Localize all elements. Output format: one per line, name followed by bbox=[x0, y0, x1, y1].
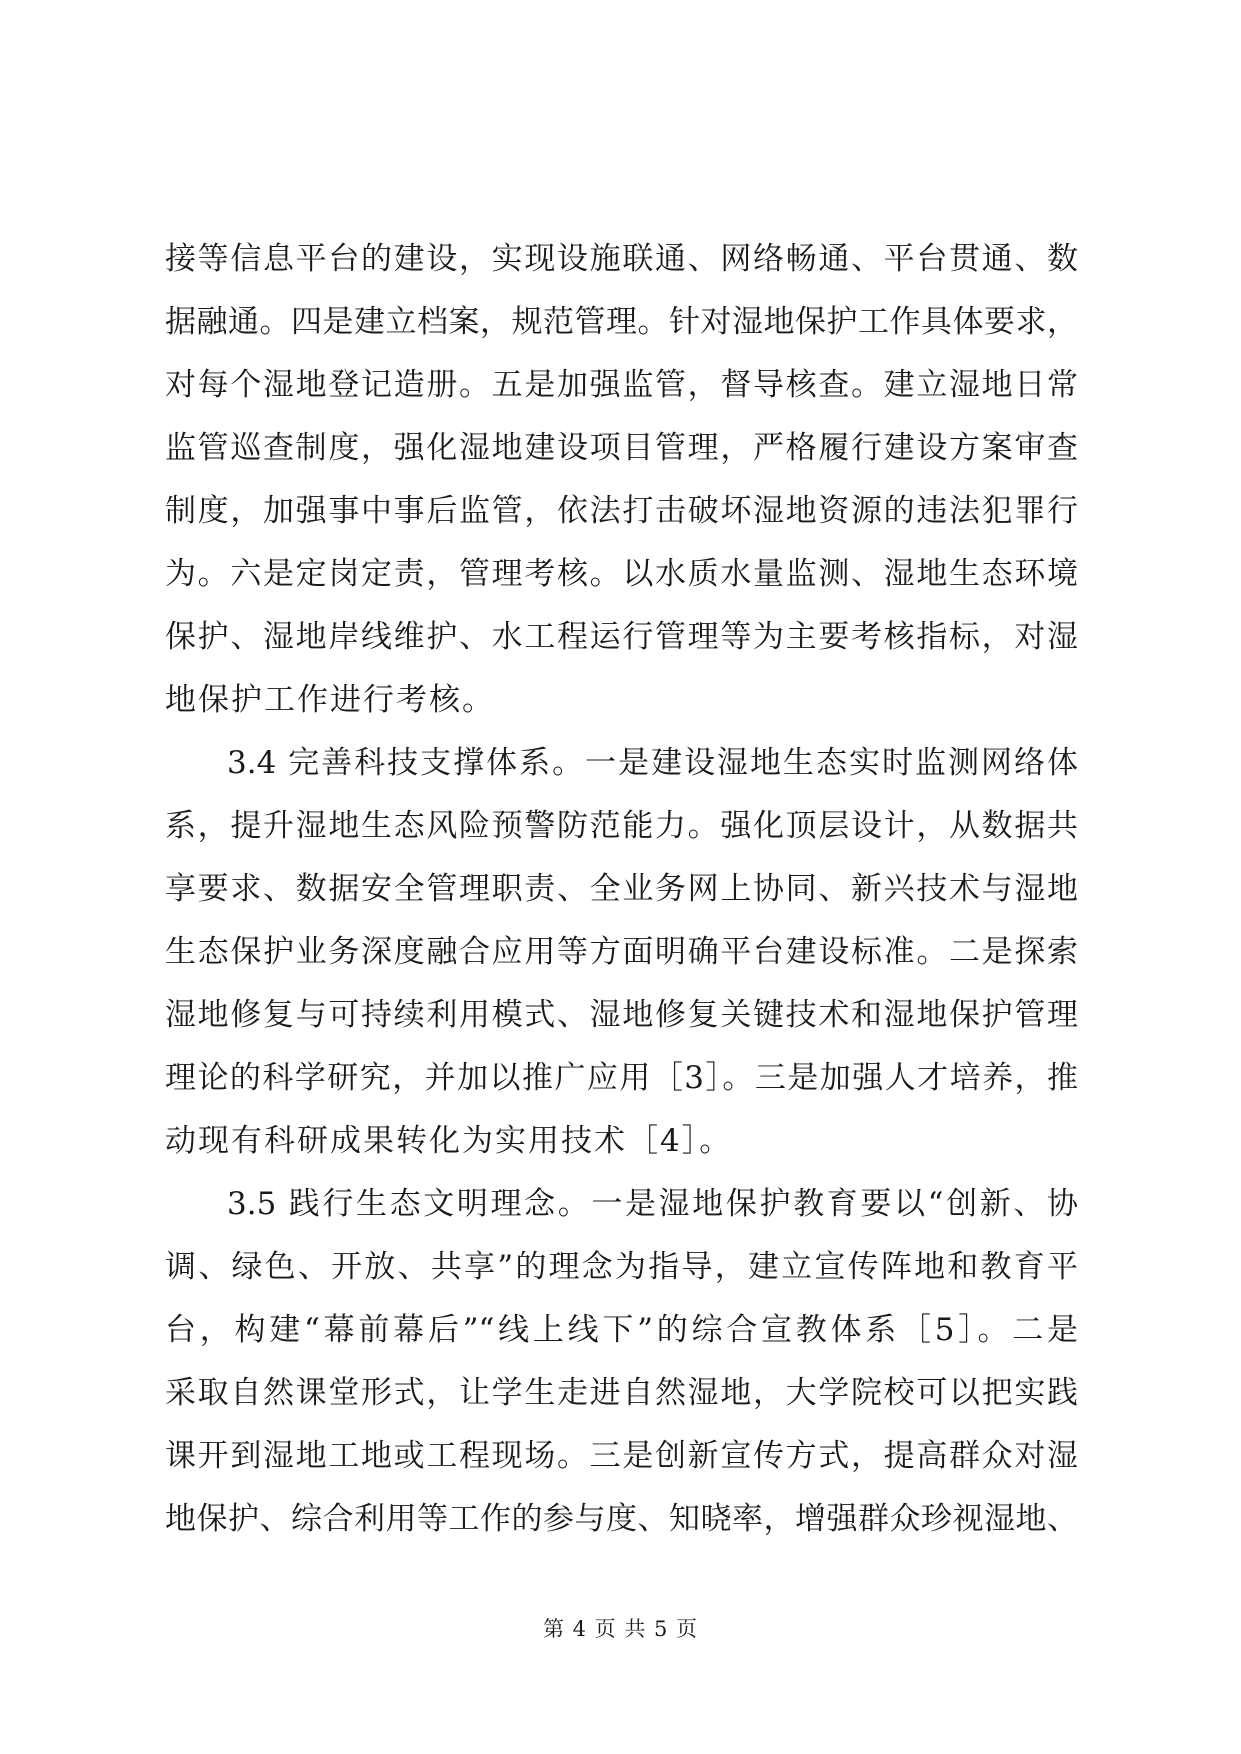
page-number-footer: 第 4 页 共 5 页 bbox=[542, 1617, 699, 1641]
text-line: 接等信息平台的建设，实现设施联通、网络畅通、平台贯通、数 bbox=[165, 241, 1078, 277]
text-line: 采取自然课堂形式，让学生走进自然湿地，大学院校可以把实践 bbox=[165, 1375, 1078, 1411]
section-heading-line: 3.5 践行生态文明理念。一是湿地保护教育要以“创新、协 bbox=[227, 1186, 1078, 1222]
text-line: 系，提升湿地生态风险预警防范能力。强化顶层设计，从数据共 bbox=[165, 808, 1078, 844]
text-line: 调、绿色、开放、共享”的理念为指导，建立宣传阵地和教育平 bbox=[165, 1249, 1078, 1285]
text-line: 享要求、数据安全管理职责、全业务网上协同、新兴技术与湿地 bbox=[165, 871, 1078, 907]
text-line: 据融通。四是建立档案，规范管理。针对湿地保护工作具体要求， bbox=[165, 304, 1078, 340]
text-line: 台，构建“幕前幕后”“线上线下”的综合宣教体系［5］。二是 bbox=[165, 1312, 1078, 1348]
text-line: 对每个湿地登记造册。五是加强监管，督导核查。建立湿地日常 bbox=[165, 367, 1078, 403]
text-line: 保护、湿地岸线维护、水工程运行管理等为主要考核指标，对湿 bbox=[165, 619, 1078, 655]
text-line: 制度，加强事中事后监管，依法打击破坏湿地资源的违法犯罪行 bbox=[165, 493, 1078, 529]
text-line: 地保护、综合利用等工作的参与度、知晓率，增强群众珍视湿地、 bbox=[165, 1501, 1078, 1537]
text-line: 理论的科学研究，并加以推广应用［3］。三是加强人才培养，推 bbox=[165, 1060, 1078, 1096]
body-text bbox=[165, 228, 1078, 1551]
section-heading-line: 3.4 完善科技支撑体系。一是建设湿地生态实时监测网络体 bbox=[227, 745, 1078, 781]
text-line: 为。六是定岗定责，管理考核。以水质水量监测、湿地生态环境 bbox=[165, 556, 1078, 592]
text-line: 地保护工作进行考核。 bbox=[165, 682, 495, 718]
text-line: 生态保护业务深度融合应用等方面明确平台建设标准。二是探索 bbox=[165, 934, 1078, 970]
text-line: 课开到湿地工地或工程现场。三是创新宣传方式，提高群众对湿 bbox=[165, 1438, 1078, 1474]
text-line: 动现有科研成果转化为实用技术［4］。 bbox=[165, 1123, 733, 1159]
text-line: 湿地修复与可持续利用模式、湿地修复关键技术和湿地保护管理 bbox=[165, 997, 1078, 1033]
text-line: 监管巡查制度，强化湿地建设项目管理，严格履行建设方案审查 bbox=[165, 430, 1078, 466]
